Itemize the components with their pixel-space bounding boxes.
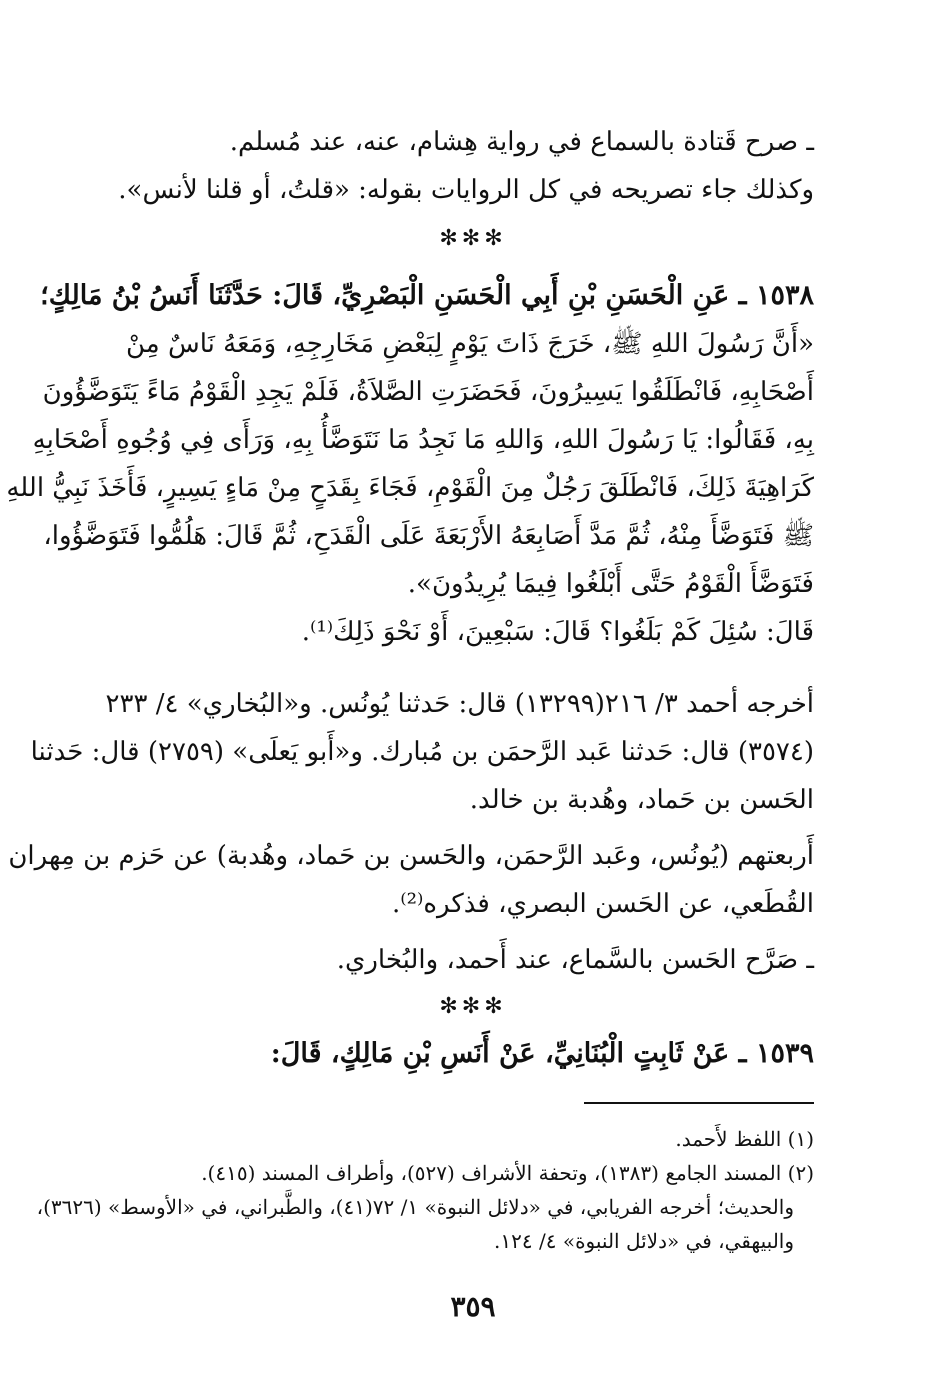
hadith-1538 [6,272,814,656]
intro-line: وكذلك جاء تصريحه في كل الروايات بقوله: «قلتُ، أو قلنا لأنس». [118,175,814,205]
narrators-paragraph [8,832,814,928]
footnote-continuation: والبيهقي، في «دلائل النبوة» ٤/ ١٢٤. [494,1229,794,1253]
page-number: ٣٥٩ [450,1290,496,1323]
hadith-text-line: ﷺ فَتَوَضَّأَ مِنْهُ، ثُمَّ مَدَّ أَصَابِعَهُ الأَرْبَعَةَ عَلَى الْقَدَحِ، ثُمَّ قَالَ: هَلُمُّوا فَتَوَضَّؤُوا، [43,521,814,551]
takhrij-line: (٣٥٧٤) قال: حَدثنا عَبد الرَّحمَن بن مُبارك. و«أَبو يَعلَى» (٢٧٥٩) قال: حَدثنا [30,737,814,767]
hadith-text-line: بِهِ، فَقَالُوا: يَا رَسُولَ اللهِ، وَاللهِ مَا نَجِدُ مَا نَتَوَضَّأُ بِهِ، وَرَأَى فِي وُجُوهِ أَصْحَابِهِ [32,425,814,455]
hadith-text-line: «أَنَّ رَسُولَ اللهِ ﷺ، خَرَجَ ذَاتَ يَوْمٍ لِبَعْضِ مَخَارِجِهِ، وَمَعَهُ نَاسٌ مِنْ [126,329,814,359]
footnotes [36,1122,814,1258]
hadith-title: ١٥٣٨ ـ عَنِ الْحَسَنِ بْنِ أَبِي الْحَسَنِ الْبَصْرِيِّ، قَالَ: حَدَّثَنَا أَنَسُ بْنُ مَالِكٍ؛ [40,280,814,311]
footnote-continuation: والحديث؛ أخرجه الفريابي، في «دلائل النبوة» ١/ ٧٢(٤١)، والطَّبراني، في «الأوسط» (٣٦٢٦)، [36,1195,794,1219]
hadith-text-line: أَصْحَابِهِ، فَانْطَلَقُوا يَسِيرُونَ، فَحَضَرَتِ الصَّلاَةُ، فَلَمْ يَجِدِ الْقَوْمُ مَاءً يَتَوَضَّؤُونَ [42,377,814,407]
intro-paragraph [118,118,814,214]
footnote-separator [584,1102,814,1104]
sama-note [126,936,814,984]
takhrij-paragraph [30,680,814,824]
sama-note-line: ـ صَرَّح الحَسن بالسَّماع، عند أَحمد، والبُخاري. [336,945,814,975]
hadith-qala-line: قَالَ: سُئِلَ كَمْ بَلَغُوا؟ قَالَ: سَبْعِينَ، أَوْ نَحْوَ ذَلِكَ⁽¹⁾. [301,617,814,647]
section-separator-stars: ✻✻✻ [439,994,507,1019]
section-separator-stars: ✻✻✻ [439,226,507,251]
intro-line: ـ صرح قَتادة بالسماع في رواية هِشام، عنه، عند مُسلم. [229,127,814,157]
narrators-line: أَربعتهم (يُونُس، وعَبد الرَّحمَن، والحَسن بن حَماد، وهُدبة) عن حَزم بن مِهران [8,841,814,871]
hadith-text-line: فَتَوَضَّأَ الْقَوْمُ حَتَّى أَبْلَغُوا فِيمَا يُرِيدُونَ». [407,569,814,599]
narrators-line: القُطَعي، عن الحَسن البصري، فذكره⁽²⁾. [391,889,814,919]
takhrij-line: الحَسن بن حَماد، وهُدبة بن خالد. [469,785,814,815]
hadith-1539 [126,1030,814,1078]
footnote: (١) اللفظ لأَحمد. [675,1127,814,1151]
hadith-text-line: كَرَاهِيَةَ ذَلِكَ، فَانْطَلَقَ رَجُلٌ مِنَ الْقَوْمِ، فَجَاءَ بِقَدَحٍ مِنْ مَاءٍ يَسِيرٍ، فَأَخَذَ نَبِيُّ اللهِ [6,473,814,503]
takhrij-line: أخرجه أحمد ٣/ ٢١٦(١٣٢٩٩) قال: حَدثنا يُونُس. و«البُخاري» ٤/ ٢٣٣ [105,689,814,719]
footnote: (٢) المسند الجامع (١٣٨٣)، وتحفة الأشراف (٥٢٧)، وأطراف المسند (٤١٥). [201,1161,814,1185]
hadith-title: ١٥٣٩ ـ عَنْ ثَابِتٍ الْبُنَانِيِّ، عَنْ أَنَسِ بْنِ مَالِكٍ، قَالَ: [270,1038,814,1069]
